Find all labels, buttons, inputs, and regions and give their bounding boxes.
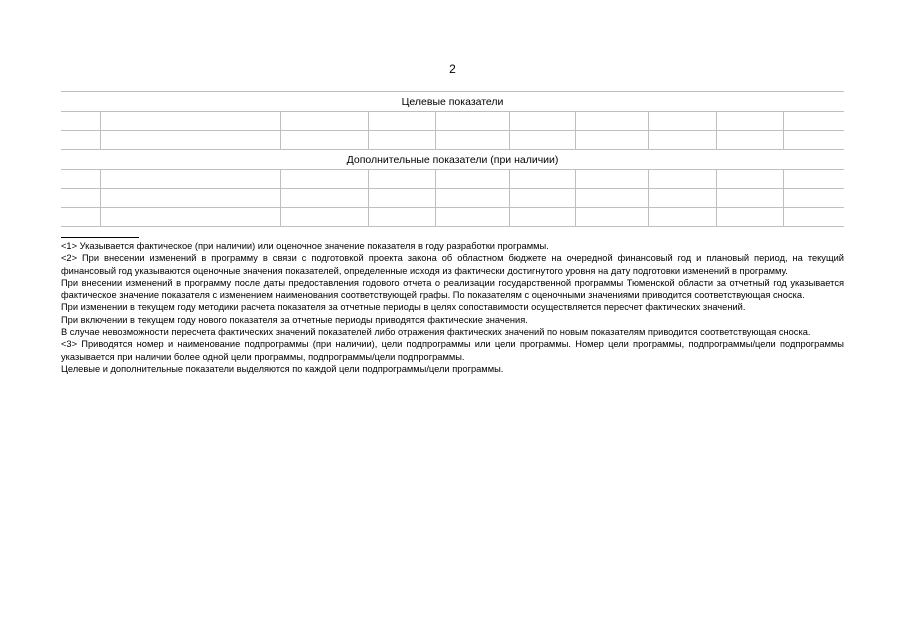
footnote-paragraph: При изменении в текущем году методики расчета показателя за отчетные периоды в целях сопоставимости осуществляется пересчет фактических значений. — [61, 302, 746, 313]
table-cell — [509, 189, 575, 208]
table-cell — [783, 189, 844, 208]
table-cell — [100, 112, 280, 131]
table-cell — [716, 189, 783, 208]
footnote-paragraph: При включении в текущем году нового показателя за отчетные периоды приводятся фактические значения. — [61, 314, 528, 325]
table-cell — [783, 131, 844, 150]
table-cell — [783, 208, 844, 227]
footnote-paragraph: При внесении изменений в программу после даты предоставления годового отчета о реализации государственной программы Тюменской области за отчетный год указывается фактическое значение показателя с изменением наименования соответствующей графы. По показателям с оценочными значениями приводится соответствующая сноска. — [61, 277, 844, 301]
table-cell — [716, 170, 783, 189]
table-cell — [716, 208, 783, 227]
table-cell — [648, 170, 716, 189]
table-cell — [783, 170, 844, 189]
table-cell — [61, 112, 100, 131]
table-cell — [716, 112, 783, 131]
table-cell — [716, 131, 783, 150]
table-cell — [575, 170, 648, 189]
footnote-3: <3> Приводятся номер и наименование подпрограммы (при наличии), цели подпрограммы или цели программы. Номер цели программы, подпрограммы/цели подпрограммы указывается при наличии более одной цели программы, подпрограммы/цели подпрограммы. — [61, 339, 844, 362]
table-cell — [280, 112, 368, 131]
footnote-separator — [61, 237, 139, 238]
indicators-table — [61, 91, 844, 227]
section-row-additional — [61, 150, 844, 170]
table-cell — [100, 131, 280, 150]
table-cell — [61, 189, 100, 208]
table-cell — [435, 131, 509, 150]
table-cell — [509, 112, 575, 131]
table-cell — [509, 131, 575, 150]
table-cell — [648, 112, 716, 131]
footnotes — [61, 240, 844, 375]
table-cell — [61, 170, 100, 189]
table-cell — [100, 189, 280, 208]
table-cell — [280, 170, 368, 189]
table-cell — [575, 208, 648, 227]
footnote-paragraph: Целевые и дополнительные показатели выделяются по каждой цели подпрограммы/цели программы. — [61, 363, 504, 374]
table-cell — [435, 170, 509, 189]
table-cell — [575, 189, 648, 208]
table-cell — [368, 208, 435, 227]
footnote-2: <2> При внесении изменений в программу в связи с подготовкой проекта закона об областном бюджете на очередной финансовый год и плановый период, на текущий финансовый год указываются оценочные значения показателей, определенные исходя из фактически достигнутого уровня на дату подготовки изменений в программу. — [61, 253, 844, 276]
table-cell — [435, 189, 509, 208]
footnote-paragraph: В случае невозможности пересчета фактических значений показателей либо отражения фактических значений по новым показателям приводится соответствующая сноска. — [61, 327, 811, 338]
section-title-targets: Целевые показатели — [61, 92, 844, 112]
table-cell — [368, 170, 435, 189]
section-title-additional: Дополнительные показатели (при наличии) — [61, 150, 844, 170]
table-cell — [648, 131, 716, 150]
table-cell — [280, 189, 368, 208]
table-cell — [648, 208, 716, 227]
table-row — [61, 131, 844, 150]
table-cell — [509, 170, 575, 189]
table-cell — [280, 131, 368, 150]
table-cell — [368, 131, 435, 150]
table-cell — [509, 208, 575, 227]
table-row — [61, 112, 844, 131]
table-cell — [368, 189, 435, 208]
footnote-1: <1> Указывается фактическое (при наличии) или оценочное значение показателя в году разработки программы. — [61, 241, 549, 251]
section-row-targets — [61, 92, 844, 112]
table-cell — [368, 112, 435, 131]
table-cell — [575, 112, 648, 131]
table-row — [61, 189, 844, 208]
table-cell — [61, 131, 100, 150]
table-cell — [100, 170, 280, 189]
table-cell — [61, 208, 100, 227]
table-cell — [575, 131, 648, 150]
table-cell — [435, 208, 509, 227]
table-cell — [783, 112, 844, 131]
table-cell — [280, 208, 368, 227]
page-number: 2 — [449, 62, 456, 76]
table-cell — [648, 189, 716, 208]
table-cell — [435, 112, 509, 131]
table-cell — [100, 208, 280, 227]
table-row — [61, 208, 844, 227]
table-row — [61, 170, 844, 189]
